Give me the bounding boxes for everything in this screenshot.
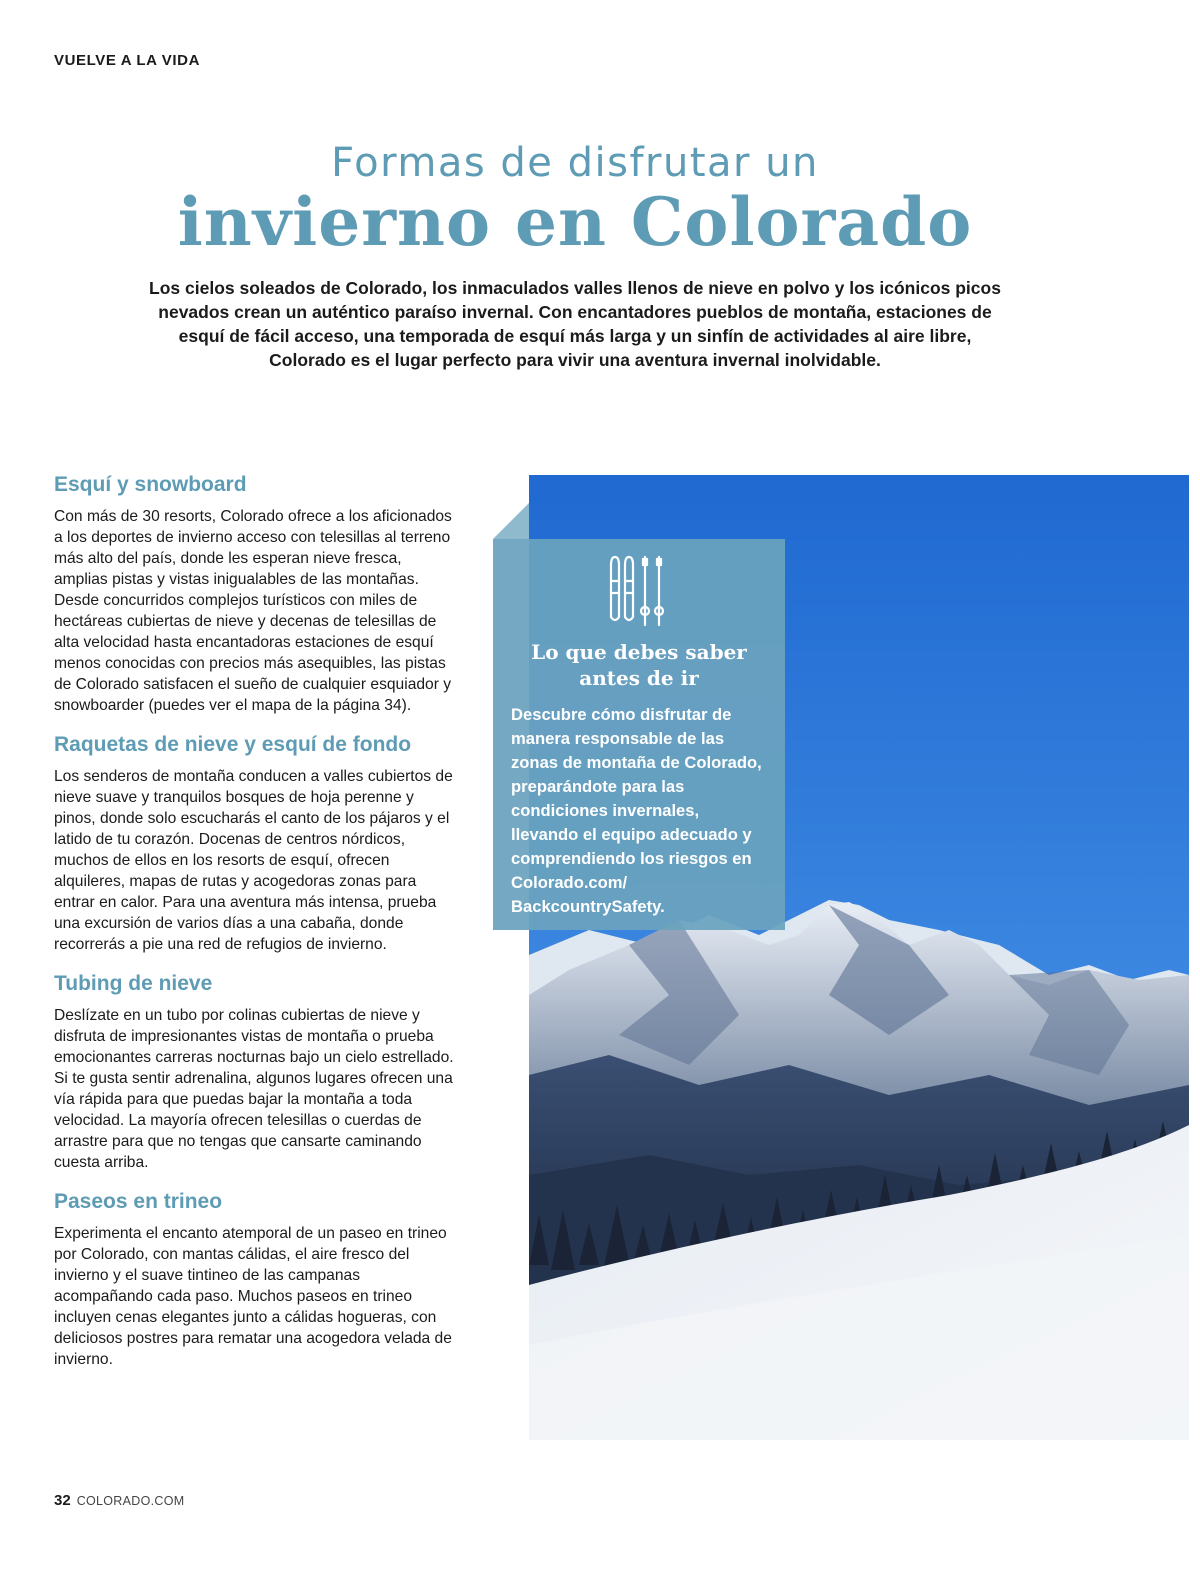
article-column: [54, 472, 474, 1386]
section-tubing: [54, 971, 474, 1173]
page-footer: [54, 1492, 184, 1509]
section-heading: Esquí y snowboard: [54, 473, 247, 496]
tip-box-body: Descubre cómo disfrutar de manera responsable de las zonas de montaña de Colorado, preparándote para las condiciones invernales, llevando el equipo adecuado y comprendiendo los riesgos en Colorado.com/ BackcountrySafety.: [511, 705, 762, 916]
section-body: Deslízate en un tubo por colinas cubiertas de nieve y disfruta de impresionantes vistas de montaña o prueba emocionantes carreras nocturnas bajo un cielo estrellado. Si te gusta sentir adrenalina, algunos lugares ofrecen una vía rápida para que puedas bajar la montaña a toda velocidad. La mayoría ofrecen telesillas o cuerdas de arrastre para que no tengas que cansarte caminando cuesta arriba.: [54, 1007, 454, 1171]
tip-box: [493, 539, 785, 930]
section-heading: Paseos en trineo: [54, 1190, 223, 1213]
section-snowshoe: [54, 732, 474, 955]
section-kicker: VUELVE A LA VIDA: [54, 52, 200, 69]
section-heading: Tubing de nieve: [54, 972, 213, 995]
tip-box-heading-line2: antes de ir: [579, 666, 699, 690]
section-skiing: [54, 472, 474, 716]
section-body: Los senderos de montaña conducen a valles cubiertos de nieve suave y tranquilos bosques de hoja perenne y pinos, donde solo escucharás el canto de los pájaros y el latido de tu corazón. Docenas de centros nórdicos, muchos de ellos en los resorts de esquí, ofrecen alquileres, mapas de rutas y acogedoras zonas para entrar en calor. Para una aventura más intensa, prueba una excursión de varios días a una cabaña, donde recorrerás a pie una red de refugios de invierno.: [54, 768, 453, 953]
infobox-fold-corner: [493, 503, 529, 539]
page-number: 32: [54, 1492, 71, 1509]
footer-site: COLORADO.COM: [76, 1494, 185, 1508]
tip-box-heading-line1: Lo que debes saber: [531, 640, 747, 664]
intro-paragraph: Los cielos soleados de Colorado, los inmaculados valles llenos de nieve en polvo y los icónicos picos nevados crean un auténtico paraíso invernal. Con encantadores pueblos de montaña, estaciones de esquí de fácil acceso, una temporada de esquí más larga y un sinfín de actividades al aire libre, Colorado es el lugar perfecto para vivir una aventura invernal inolvidable.: [149, 278, 1001, 370]
section-heading: Raquetas de nieve y esquí de fondo: [54, 733, 412, 756]
tip-box-heading: [493, 639, 785, 691]
skis-icon: [607, 555, 671, 632]
section-body: Experimenta el encanto atemporal de un paseo en trineo por Colorado, con mantas cálidas, el aire fresco del invierno y el suave tintineo de las campanas acompañando cada paso. Muchos paseos en trineo incluyen cenas elegantes junto a cálidas hogueras, con deliciosos postres para rematar una acogedora velada de invierno.: [54, 1225, 452, 1368]
section-sleigh: [54, 1189, 474, 1370]
page-title-line1: Formas de disfrutar un: [331, 140, 819, 186]
section-body: Con más de 30 resorts, Colorado ofrece a los aficionados a los deportes de invierno acceso con telesillas al terreno más alto del país, donde les esperan nieve fresca, amplias pistas y vistas inigualables de las montañas. Desde concurridos complejos turísticos con miles de hectáreas cubiertas de nieve y decenas de telesillas de alta velocidad hasta encantadoras estaciones de esquí menos conocidas con precios más asequibles, las pistas de Colorado satisfacen el sueño de cualquier esquiador y snowboarder (puedes ver el mapa de la página 34).: [54, 508, 452, 714]
page-title-line2: invierno en Colorado: [177, 183, 973, 261]
